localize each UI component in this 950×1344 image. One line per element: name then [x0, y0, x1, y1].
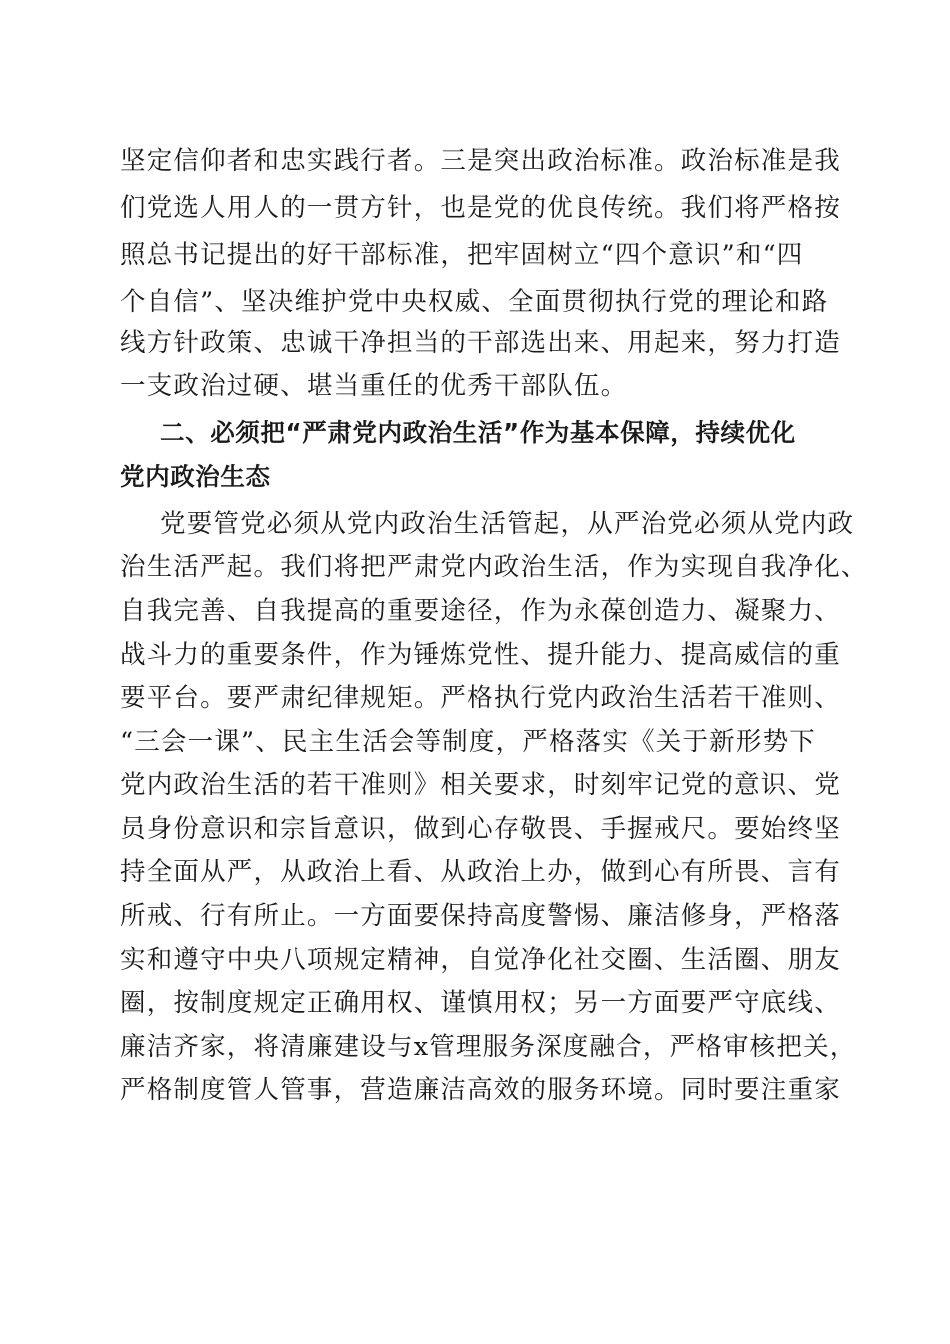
paragraph-line: 自我完善、自我提高的重要途径，作为永葆创造力、凝聚力、: [120, 596, 841, 626]
section-heading-line: 二、必须把“严肃党内政治生活”作为基本保障，持续优化: [160, 418, 796, 447]
paragraph-line: 们党选人用人的一贯方针，也是党的优良传统。我们将严格按: [120, 193, 841, 223]
paragraph-line: 严格制度管人管事，营造廉洁高效的服务环境。同时要注重家: [120, 1075, 841, 1105]
paragraph-line: 坚定信仰者和忠实践行者。三是突出政治标准。政治标准是我: [120, 146, 841, 176]
paragraph-line: 战斗力的重要条件，作为锤炼党性、提升能力、提高威信的重: [120, 640, 841, 670]
paragraph-line: 个自信”、坚决维护党中央权威、全面贯彻执行党的理论和路: [120, 287, 829, 317]
section-heading-line: 党内政治生态: [120, 462, 271, 491]
paragraph-line: 线方针政策、忠诚干净担当的干部选出来、用起来，努力打造: [120, 328, 841, 358]
paragraph-line: 党要管党必须从党内政治生活管起，从严治党必须从党内政: [160, 509, 855, 539]
paragraph-line: 实和遵守中央八项规定精神，自觉净化社交圈、生活圈、朋友: [120, 945, 841, 975]
paragraph-line: 照总书记提出的好干部标准，把牢固树立“四个意识”和“四: [120, 240, 804, 270]
paragraph-line: 一支政治过硬、堪当重任的优秀干部队伍。: [120, 371, 628, 401]
paragraph-line: 圈，按制度规定正确用权、谨慎用权；另一方面要严守底线、: [120, 988, 841, 1018]
paragraph-line: 廉洁齐家，将清廉建设与x管理服务深度融合，严格审核把关，: [120, 1032, 857, 1062]
paragraph-line: 要平台。要严肃纪律规矩。严格执行党内政治生活若干准则、: [120, 683, 841, 713]
paragraph-line: 持全面从严，从政治上看、从政治上办，做到心有所畏、言有: [120, 857, 841, 887]
paragraph-line: 员身份意识和宗旨意识，做到心存敬畏、手握戒尺。要始终坚: [120, 814, 841, 844]
paragraph-line: “三会一课”、民主生活会等制度，严格落实《关于新形势下: [120, 727, 816, 757]
paragraph-line: 所戒、行有所止。一方面要保持高度警惕、廉洁修身，严格落: [120, 901, 841, 931]
paragraph-line: 党内政治生活的若干准则》相关要求，时刻牢记党的意识、党: [120, 770, 841, 800]
paragraph-line: 治生活严起。我们将把严肃党内政治生活，作为实现自我净化、: [120, 552, 868, 582]
